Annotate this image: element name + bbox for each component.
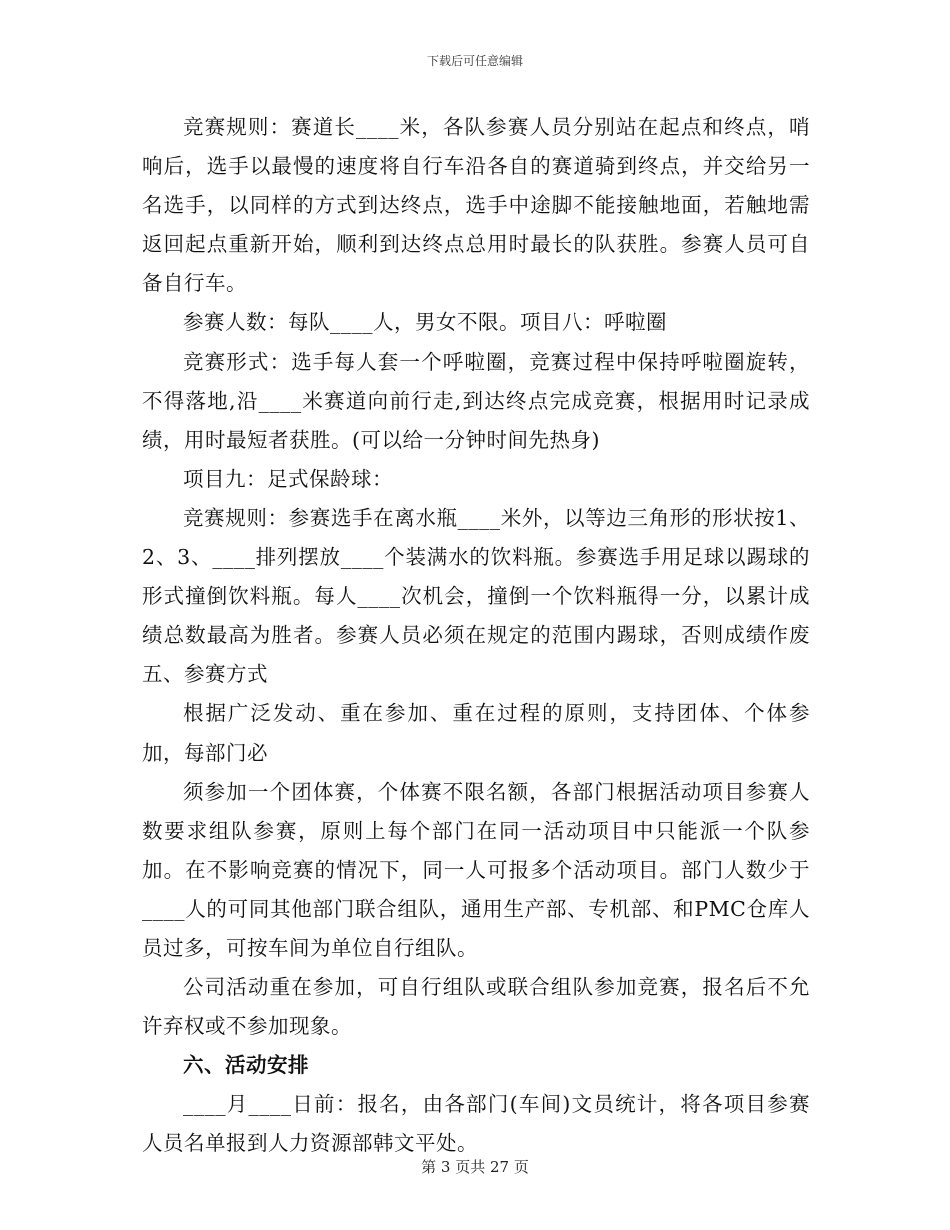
paragraph-hula-hoop-format: 竞赛形式：选手每人套一个呼啦圈，竞赛过程中保持呼啦圈旋转，不得落地,沿____米赛道向前行走,到达终点完成竞赛，根据用时记录成绩，用时最短者获胜。(可以给一分钟时间先热身)	[142, 349, 810, 452]
paragraph-race-rules: 竞赛规则：赛道长____米，各队参赛人员分别站在起点和终点，哨响后，选手以最慢的速度将自行车沿各自的赛道骑到终点，并交给另一名选手，以同样的方式到达终点，选手中途脚不能接触地面，若触地需返回起点重新开始，顺利到达终点总用时最长的队获胜。参赛人员可自备自行车。	[142, 115, 810, 296]
paragraph-registration-deadline: ____月____日前：报名，由各部门(车间)文员统计，将各项目参赛人员名单报到人力资源部韩文平处。	[142, 1092, 810, 1156]
paragraph-bowling-rules: 竞赛规则：参赛选手在离水瓶____米外，以等边三角形的形状按1、2、3、____排列摆放____个装满水的饮料瓶。参赛选手用足球以踢球的形式撞倒饮料瓶。每人____次机会，撞倒一个饮料瓶得一分，以累计成绩总数最高为胜者。参赛人员必须在规定的范围内踢球，否则成绩作废五、参赛方式	[142, 505, 810, 687]
paragraph-participation-principle: 根据广泛发动、重在参加、重在过程的原则，支持团体、个体参加，每部门必	[142, 701, 810, 765]
section-heading-schedule: 六、活动安排	[183, 1053, 309, 1078]
paragraph-team-requirements: 须参加一个团体赛，个体赛不限名额，各部门根据活动项目参赛人数要求组队参赛，原则上每个部门在同一活动项目中只能派一个队参加。在不影响竞赛的情况下，同一人可报多个活动项目。部门人数少于____人的可同其他部门联合组队，通用生产部、专机部、和PMC仓库人员过多，可按车间为单位自行组队。	[142, 779, 810, 960]
page-header: 下载后可任意编辑	[426, 54, 523, 68]
document-body	[142, 108, 810, 1164]
page-footer: 第 3 页共 27 页	[421, 1158, 529, 1176]
paragraph-registration-note: 公司活动重在参加，可自行组队或联合组队参加竞赛，报名后不允许弃权或不参加现象。	[142, 975, 810, 1039]
paragraph-participant-count: 参赛人数：每队____人，男女不限。项目八：呼啦圈	[183, 310, 667, 335]
paragraph-item-nine-title: 项目九：足式保龄球：	[183, 466, 393, 491]
